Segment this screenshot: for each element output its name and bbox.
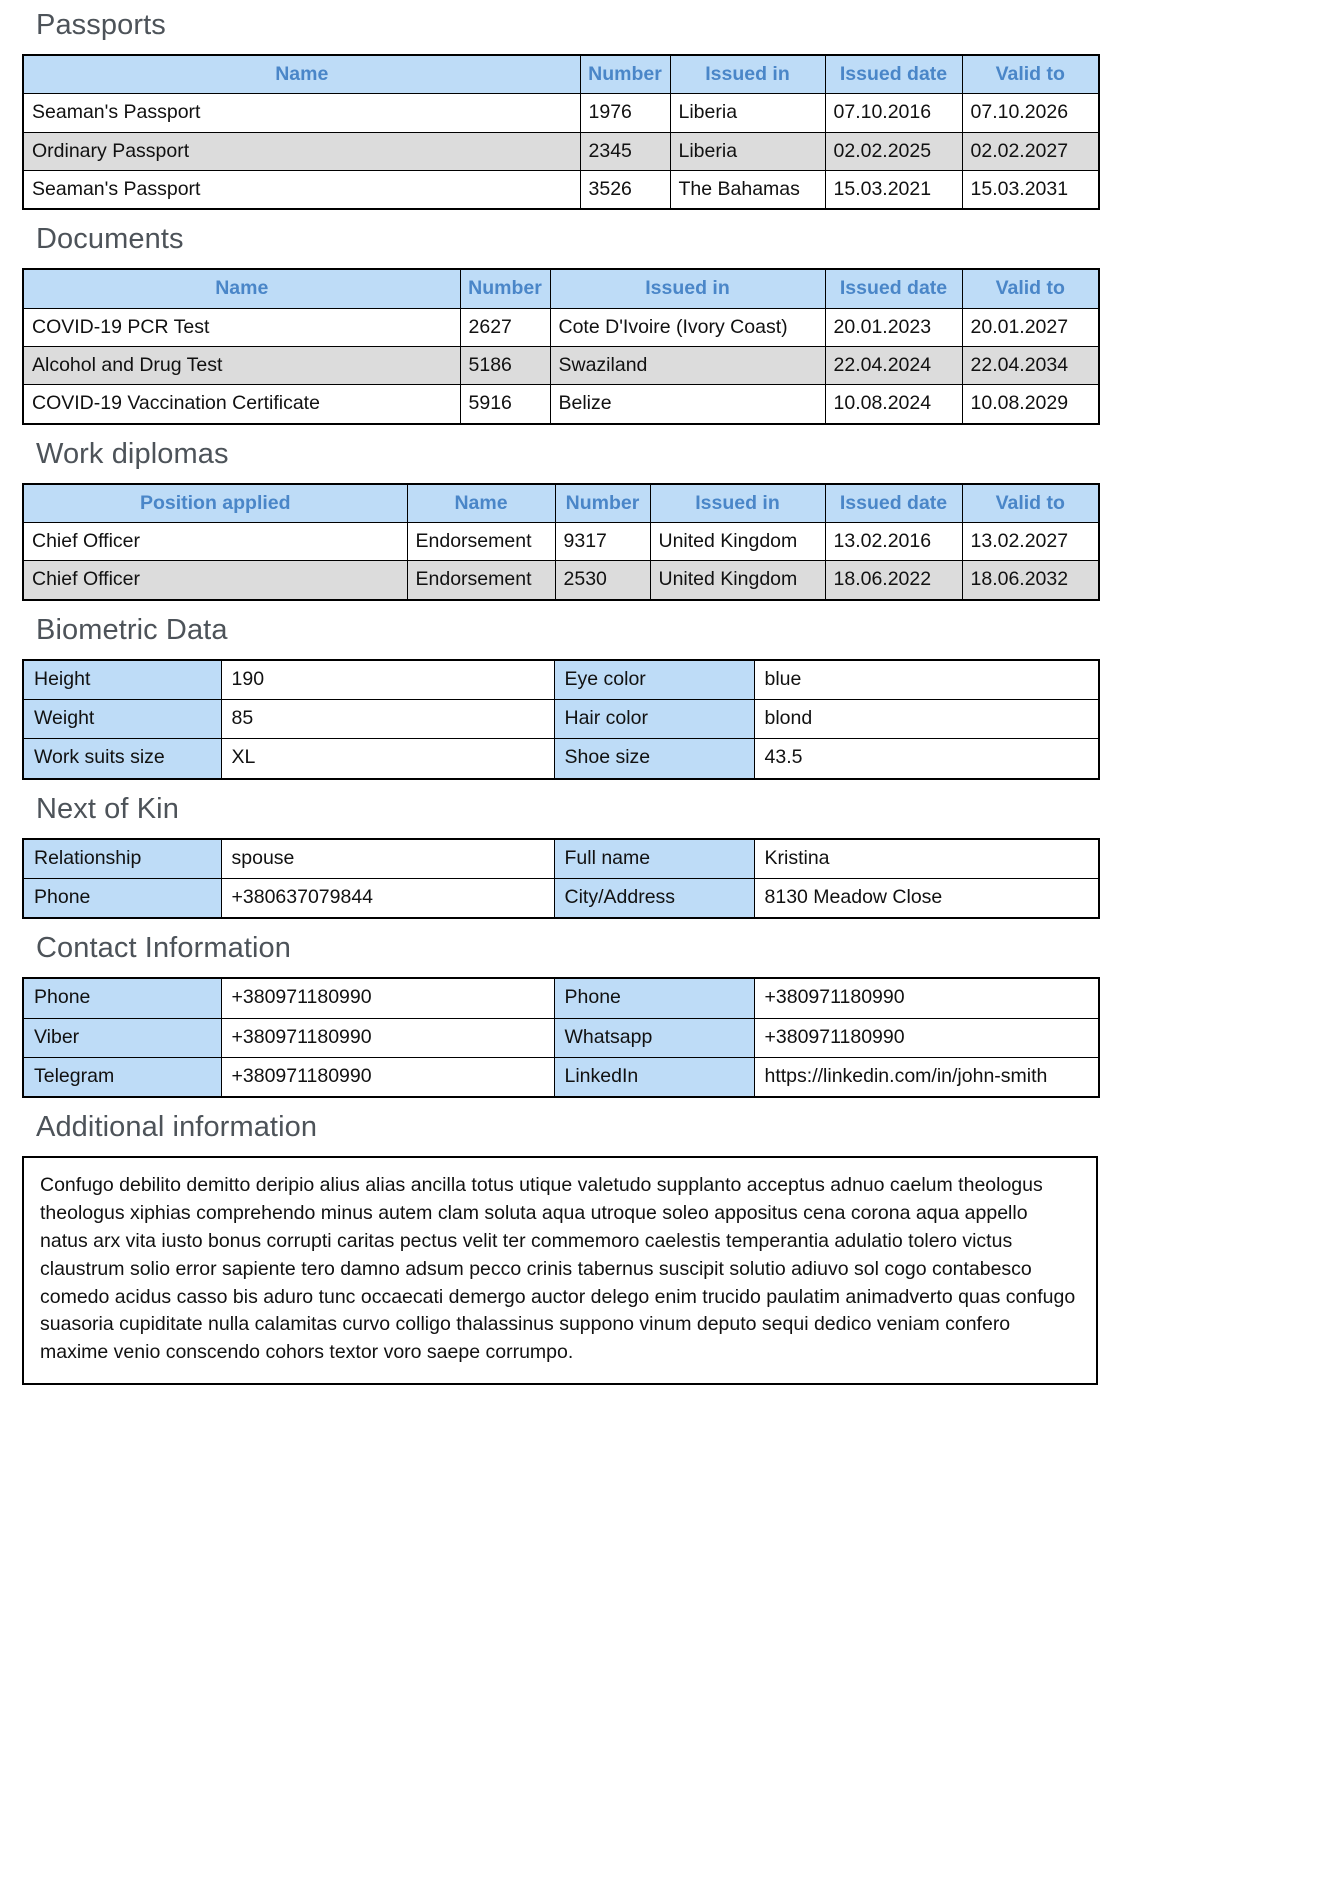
section-work-diplomas <box>0 483 1329 601</box>
label-telegram: Telegram <box>23 1057 221 1097</box>
label-eye-color: Eye color <box>554 660 754 700</box>
table-row <box>23 700 1099 739</box>
cell-number: 2530 <box>555 561 650 600</box>
work-diplomas-table <box>22 483 1100 601</box>
cell-number: 9317 <box>555 523 650 561</box>
table-row <box>23 523 1099 561</box>
cell-valid-to: 13.02.2027 <box>962 523 1099 561</box>
section-title-documents: Documents <box>36 223 184 256</box>
label-full-name: Full name <box>554 839 754 879</box>
label-viber: Viber <box>23 1018 221 1057</box>
biometric-table <box>22 659 1100 780</box>
cell-issued-in: United Kingdom <box>650 523 825 561</box>
value-eye-color: blue <box>754 660 1099 700</box>
cell-number: 2345 <box>580 132 670 170</box>
table-row <box>23 839 1099 879</box>
cell-issued-date: 02.02.2025 <box>825 132 962 170</box>
cell-name: Alcohol and Drug Test <box>23 347 460 385</box>
table-row <box>23 94 1099 132</box>
table-row <box>23 660 1099 700</box>
column-header-issued-date: Issued date <box>825 484 962 523</box>
section-passports <box>0 54 1329 211</box>
column-header-position-applied: Position applied <box>23 484 407 523</box>
contact-information-table <box>22 977 1100 1098</box>
cell-issued-date: 18.06.2022 <box>825 561 962 600</box>
value-shoe-size: 43.5 <box>754 739 1099 779</box>
cell-name: COVID-19 PCR Test <box>23 308 460 346</box>
column-header-issued-date: Issued date <box>825 55 962 94</box>
column-header-issued-in: Issued in <box>650 484 825 523</box>
value-work-suits-size: XL <box>221 739 554 779</box>
cell-name: Endorsement <box>407 523 555 561</box>
cell-issued-date: 07.10.2016 <box>825 94 962 132</box>
value-telegram: +380971180990 <box>221 1057 554 1097</box>
cell-issued-date: 20.01.2023 <box>825 308 962 346</box>
table-row <box>23 385 1099 424</box>
table-header-row <box>23 269 1099 308</box>
column-header-name: Name <box>23 55 580 94</box>
column-header-valid-to: Valid to <box>962 55 1099 94</box>
label-weight: Weight <box>23 700 221 739</box>
table-row <box>23 1018 1099 1057</box>
section-title-contact-information: Contact Information <box>36 932 291 965</box>
value-phone: +380637079844 <box>221 878 554 918</box>
label-relationship: Relationship <box>23 839 221 879</box>
section-title-next-of-kin: Next of Kin <box>36 792 179 825</box>
value-weight: 85 <box>221 700 554 739</box>
label-phone-2: Phone <box>554 978 754 1018</box>
cell-issued-in: Liberia <box>670 132 825 170</box>
table-row <box>23 739 1099 779</box>
column-header-number: Number <box>580 55 670 94</box>
cell-issued-in: Liberia <box>670 94 825 132</box>
table-row <box>23 132 1099 170</box>
next-of-kin-table <box>22 838 1100 920</box>
cell-issued-date: 22.04.2024 <box>825 347 962 385</box>
section-additional-information <box>0 1156 1329 1385</box>
table-row <box>23 1057 1099 1097</box>
table-row <box>23 171 1099 210</box>
cell-issued-date: 10.08.2024 <box>825 385 962 424</box>
cell-number: 1976 <box>580 94 670 132</box>
cell-issued-date: 15.03.2021 <box>825 171 962 210</box>
cell-name: Seaman's Passport <box>23 171 580 210</box>
cell-name: Ordinary Passport <box>23 132 580 170</box>
value-linkedin[interactable]: https://linkedin.com/in/john-smith <box>754 1057 1099 1097</box>
cell-valid-to: 07.10.2026 <box>962 94 1099 132</box>
column-header-valid-to: Valid to <box>962 484 1099 523</box>
cell-valid-to: 10.08.2029 <box>962 385 1099 424</box>
label-phone: Phone <box>23 878 221 918</box>
cell-valid-to: 22.04.2034 <box>962 347 1099 385</box>
cell-name: COVID-19 Vaccination Certificate <box>23 385 460 424</box>
table-row <box>23 561 1099 600</box>
section-next-of-kin <box>0 838 1329 920</box>
section-biometric-data <box>0 659 1329 780</box>
column-header-number: Number <box>460 269 550 308</box>
cell-issued-date: 13.02.2016 <box>825 523 962 561</box>
cell-position-applied: Chief Officer <box>23 523 407 561</box>
cell-issued-in: United Kingdom <box>650 561 825 600</box>
label-shoe-size: Shoe size <box>554 739 754 779</box>
table-header-row <box>23 484 1099 523</box>
cell-number: 5186 <box>460 347 550 385</box>
section-title-additional-information: Additional information <box>36 1111 318 1144</box>
value-full-name: Kristina <box>754 839 1099 879</box>
section-contact-information <box>0 977 1329 1098</box>
table-header-row <box>23 55 1099 94</box>
label-city-address: City/Address <box>554 878 754 918</box>
section-title-biometric-data: Biometric Data <box>36 613 228 646</box>
label-height: Height <box>23 660 221 700</box>
label-whatsapp: Whatsapp <box>554 1018 754 1057</box>
label-linkedin: LinkedIn <box>554 1057 754 1097</box>
label-hair-color: Hair color <box>554 700 754 739</box>
value-hair-color: blond <box>754 700 1099 739</box>
cell-valid-to: 20.01.2027 <box>962 308 1099 346</box>
column-header-issued-in: Issued in <box>670 55 825 94</box>
table-row <box>23 878 1099 918</box>
cell-valid-to: 18.06.2032 <box>962 561 1099 600</box>
cell-number: 2627 <box>460 308 550 346</box>
cell-issued-in: Cote D'Ivoire (Ivory Coast) <box>550 308 825 346</box>
table-row <box>23 308 1099 346</box>
cell-number: 5916 <box>460 385 550 424</box>
additional-information-text: Confugo debilito demitto deripio alius alias ancilla totus utique valetudo supplanto acceptus adnuo caelum theologus theologus xiphias comprehendo minus autem clam soluta aqua utroque soleo appositus cena corona aqua appello natus arx vita iusto bonus corrupti caritas pectus velit ter commemoro caelestis temperantia adulatio tolero victus claustrum solio error sapiente tero damno adsum pecco crinis tabernus suscipit solutio adiuvo sol cogo contabesco comedo acidus casso bis aduro tunc occaecati demergo auctor delego enim trucido paulatim animadverto quas confugo suasoria cupiditate nulla calamitas curvo colligo thalassinus suppono vinum deputo sequi dedico veniam confero maxime venio conscendo cohors textor voro saepe corrumpo. <box>22 1156 1098 1385</box>
cell-valid-to: 02.02.2027 <box>962 132 1099 170</box>
table-row <box>23 978 1099 1018</box>
cell-issued-in: Swaziland <box>550 347 825 385</box>
table-row <box>23 347 1099 385</box>
column-header-valid-to: Valid to <box>962 269 1099 308</box>
column-header-issued-date: Issued date <box>825 269 962 308</box>
passports-table <box>22 54 1100 211</box>
value-viber: +380971180990 <box>221 1018 554 1057</box>
cell-issued-in: The Bahamas <box>670 171 825 210</box>
cell-position-applied: Chief Officer <box>23 561 407 600</box>
cell-number: 3526 <box>580 171 670 210</box>
section-documents <box>0 268 1329 425</box>
value-relationship: spouse <box>221 839 554 879</box>
column-header-number: Number <box>555 484 650 523</box>
value-phone-2: +380971180990 <box>754 978 1099 1018</box>
column-header-name: Name <box>407 484 555 523</box>
cell-name: Endorsement <box>407 561 555 600</box>
label-work-suits-size: Work suits size <box>23 739 221 779</box>
value-city-address: 8130 Meadow Close <box>754 878 1099 918</box>
section-title-passports: Passports <box>36 9 166 41</box>
section-title-work-diplomas: Work diplomas <box>36 437 229 470</box>
value-phone-1: +380971180990 <box>221 978 554 1018</box>
column-header-issued-in: Issued in <box>550 269 825 308</box>
cell-valid-to: 15.03.2031 <box>962 171 1099 210</box>
column-header-name: Name <box>23 269 460 308</box>
label-phone-1: Phone <box>23 978 221 1018</box>
value-whatsapp: +380971180990 <box>754 1018 1099 1057</box>
cell-name: Seaman's Passport <box>23 94 580 132</box>
cell-issued-in: Belize <box>550 385 825 424</box>
value-height: 190 <box>221 660 554 700</box>
documents-table <box>22 268 1100 425</box>
